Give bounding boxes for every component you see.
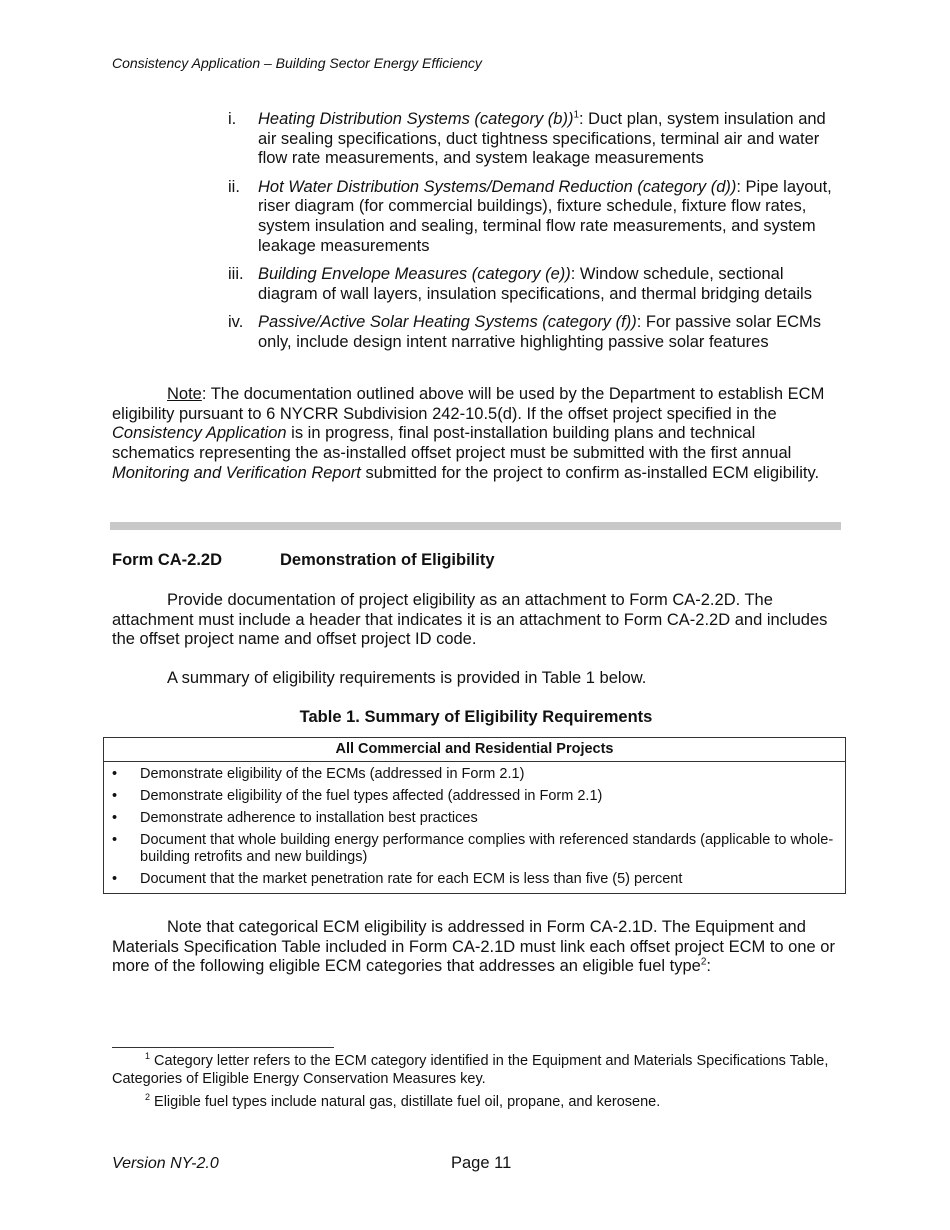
page-number: Page 11 <box>451 1154 512 1172</box>
requirements-list <box>104 762 845 893</box>
footnote-ref: 1 <box>573 109 580 121</box>
form-title: Demonstration of Eligibility <box>280 551 495 569</box>
footnote-divider <box>112 1047 334 1048</box>
bullet-icon: • <box>112 871 118 887</box>
list-item <box>228 110 840 169</box>
table-header: All Commercial and Residential Projects <box>104 738 845 762</box>
footnote-ref: 2 <box>700 956 707 968</box>
section-divider <box>110 522 841 530</box>
list-item-title: Passive/Active Solar Heating Systems (category (f)) <box>258 312 637 331</box>
table-row <box>104 788 845 805</box>
eligibility-table <box>103 737 846 894</box>
note-text: submitted for the project to confirm as-installed ECM eligibility. <box>360 463 820 482</box>
list-item <box>228 313 840 352</box>
provide-paragraph: Provide documentation of project eligibility as an attachment to Form CA-2.2D. The attachment must include a header that indicates it is an attachment to Form CA-2.2D and includes the offset project name and offset project ID code. <box>112 591 828 649</box>
footnote-number: 1 <box>145 1051 151 1062</box>
footnote <box>112 1094 842 1112</box>
note-italic: Consistency Application <box>112 424 287 443</box>
table-row <box>104 810 845 827</box>
list-item <box>228 265 840 304</box>
list-item-title: Hot Water Distribution Systems/Demand Reduction (category (d)) <box>258 177 737 196</box>
note-text: is in progress, final post-installation building plans and technical schematics representing the as-installed offset project must be submitted with the first annual <box>112 424 792 463</box>
list-item-number: iv. <box>228 312 244 331</box>
table-title: Table 1. Summary of Eligibility Requirements <box>299 708 653 726</box>
list-item-body: : Pipe layout, riser diagram (for commercial buildings), fixture schedule, fixture flow rates, system insulation and sealing, terminal flow rate measurements, and system leakage measurements <box>258 177 832 255</box>
list-item-text <box>258 178 840 257</box>
footer-version: Version NY-2.0 <box>112 1155 219 1172</box>
list-item-text <box>258 110 840 169</box>
list-item-number: iii. <box>228 264 244 283</box>
requirement-text: Document that whole building energy performance complies with referenced standards (applicable to whole-building retrofits and new buildings) <box>140 832 834 865</box>
page-header: Consistency Application – Building Sector Energy Efficiency <box>112 55 482 71</box>
list-item <box>228 178 840 257</box>
requirement-text: Demonstrate adherence to installation best practices <box>140 810 478 826</box>
note-label: Note <box>167 385 202 403</box>
note-text: : The documentation outlined above will be used by the Department to establish ECM eligibility pursuant to 6 NYCRR Subdivision 242-10.5(d). If the offset project specified in the <box>112 385 825 423</box>
list-item-title: Building Envelope Measures (category (e)) <box>258 264 571 283</box>
summary-paragraph: A summary of eligibility requirements is provided in Table 1 below. <box>167 669 647 687</box>
footnote-text: Eligible fuel types include natural gas, distillate fuel oil, propane, and kerosene. <box>150 1094 661 1110</box>
list-item-body: : For passive solar ECMs only, include design intent narrative highlighting passive solar features <box>258 312 822 351</box>
categorical-text: Note that categorical ECM eligibility is addressed in Form CA-2.1D. The Equipment and Materials Specification Table included in Form CA-2.1D must link each offset project ECM to one or more of the following eligible ECM categories that addresses an eligible fuel type <box>112 918 835 976</box>
table-row <box>104 832 845 866</box>
categorical-paragraph <box>112 918 842 977</box>
footnote <box>112 1053 842 1088</box>
form-code: Form CA-2.2D <box>112 551 223 569</box>
bullet-icon: • <box>112 766 118 782</box>
bullet-icon: • <box>112 788 118 804</box>
bullet-icon: • <box>112 832 118 848</box>
form-heading <box>112 551 495 570</box>
list-item-body: : Window schedule, sectional diagram of wall layers, insulation specifications, and thermal bridging details <box>258 264 812 303</box>
requirement-text: Demonstrate eligibility of the ECMs (addressed in Form 2.1) <box>140 766 525 782</box>
note-italic: Monitoring and Verification Report <box>112 463 361 482</box>
list-item-title: Heating Distribution Systems (category (b)) <box>258 110 574 128</box>
table-row <box>104 766 845 783</box>
requirement-text: Demonstrate eligibility of the fuel types affected (addressed in Form 2.1) <box>140 788 603 804</box>
table-row <box>104 871 845 888</box>
list-item-text <box>258 313 840 352</box>
list-item-number: i. <box>228 110 237 128</box>
footnote-text: Category letter refers to the ECM category identified in the Equipment and Materials Specifications Table, Categories of Eligible Energy Conservation Measures key. <box>112 1053 829 1087</box>
categorical-tail: : <box>706 957 711 976</box>
footnote-number: 2 <box>145 1092 151 1103</box>
requirement-text: Document that the market penetration rate for each ECM is less than five (5) percent <box>140 871 683 887</box>
list-item-text <box>258 265 840 304</box>
documentation-list <box>228 110 840 361</box>
note-paragraph <box>112 385 842 484</box>
bullet-icon: • <box>112 810 118 826</box>
list-item-number: ii. <box>228 177 240 196</box>
list-item-body: : Duct plan, system insulation and air sealing specifications, duct tightness specifications, terminal air and water flow rate measurements, and system leakage measurements <box>258 110 826 168</box>
